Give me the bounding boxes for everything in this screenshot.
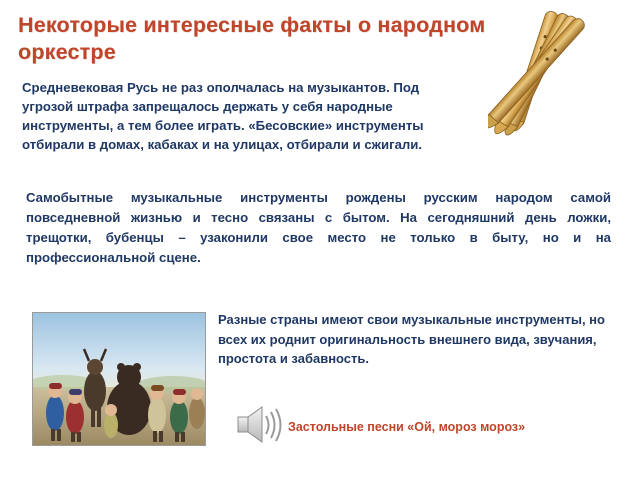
wooden-flutes-icon <box>488 0 638 185</box>
fact-paragraph-3: Разные страны имеют свои музыкальные инструменты, но всех их роднит оригинальность внешнего вида, звучания, простота и забавность. <box>218 312 605 366</box>
audio-caption: Застольные песни «Ой, мороз мороз» <box>288 420 526 434</box>
folk-musicians-painting <box>32 312 206 446</box>
speaker-audio-icon[interactable] <box>236 404 282 446</box>
page-title: Некоторые интересные факты о народном оркестре <box>18 13 486 64</box>
fact-paragraph-1: Средневековая Русь не раз ополчалась на музыкантов. Под угрозой штрафа запрещалось держать у себя народные инструменты, а тем более играть. «Бесовские» инструменты отбирали в домах, кабаках и на улицах, отбирали и сжигали. <box>22 80 424 153</box>
fact-paragraph-2: Самобытные музыкальные инструменты рождены русским народом самой повседневной жизнью и тесно связаны с бытом. На сегодняшний день ложки, трещотки, бубенцы – узаконили свое место не только в быту, но и на профессиональной сцене. <box>26 190 611 266</box>
